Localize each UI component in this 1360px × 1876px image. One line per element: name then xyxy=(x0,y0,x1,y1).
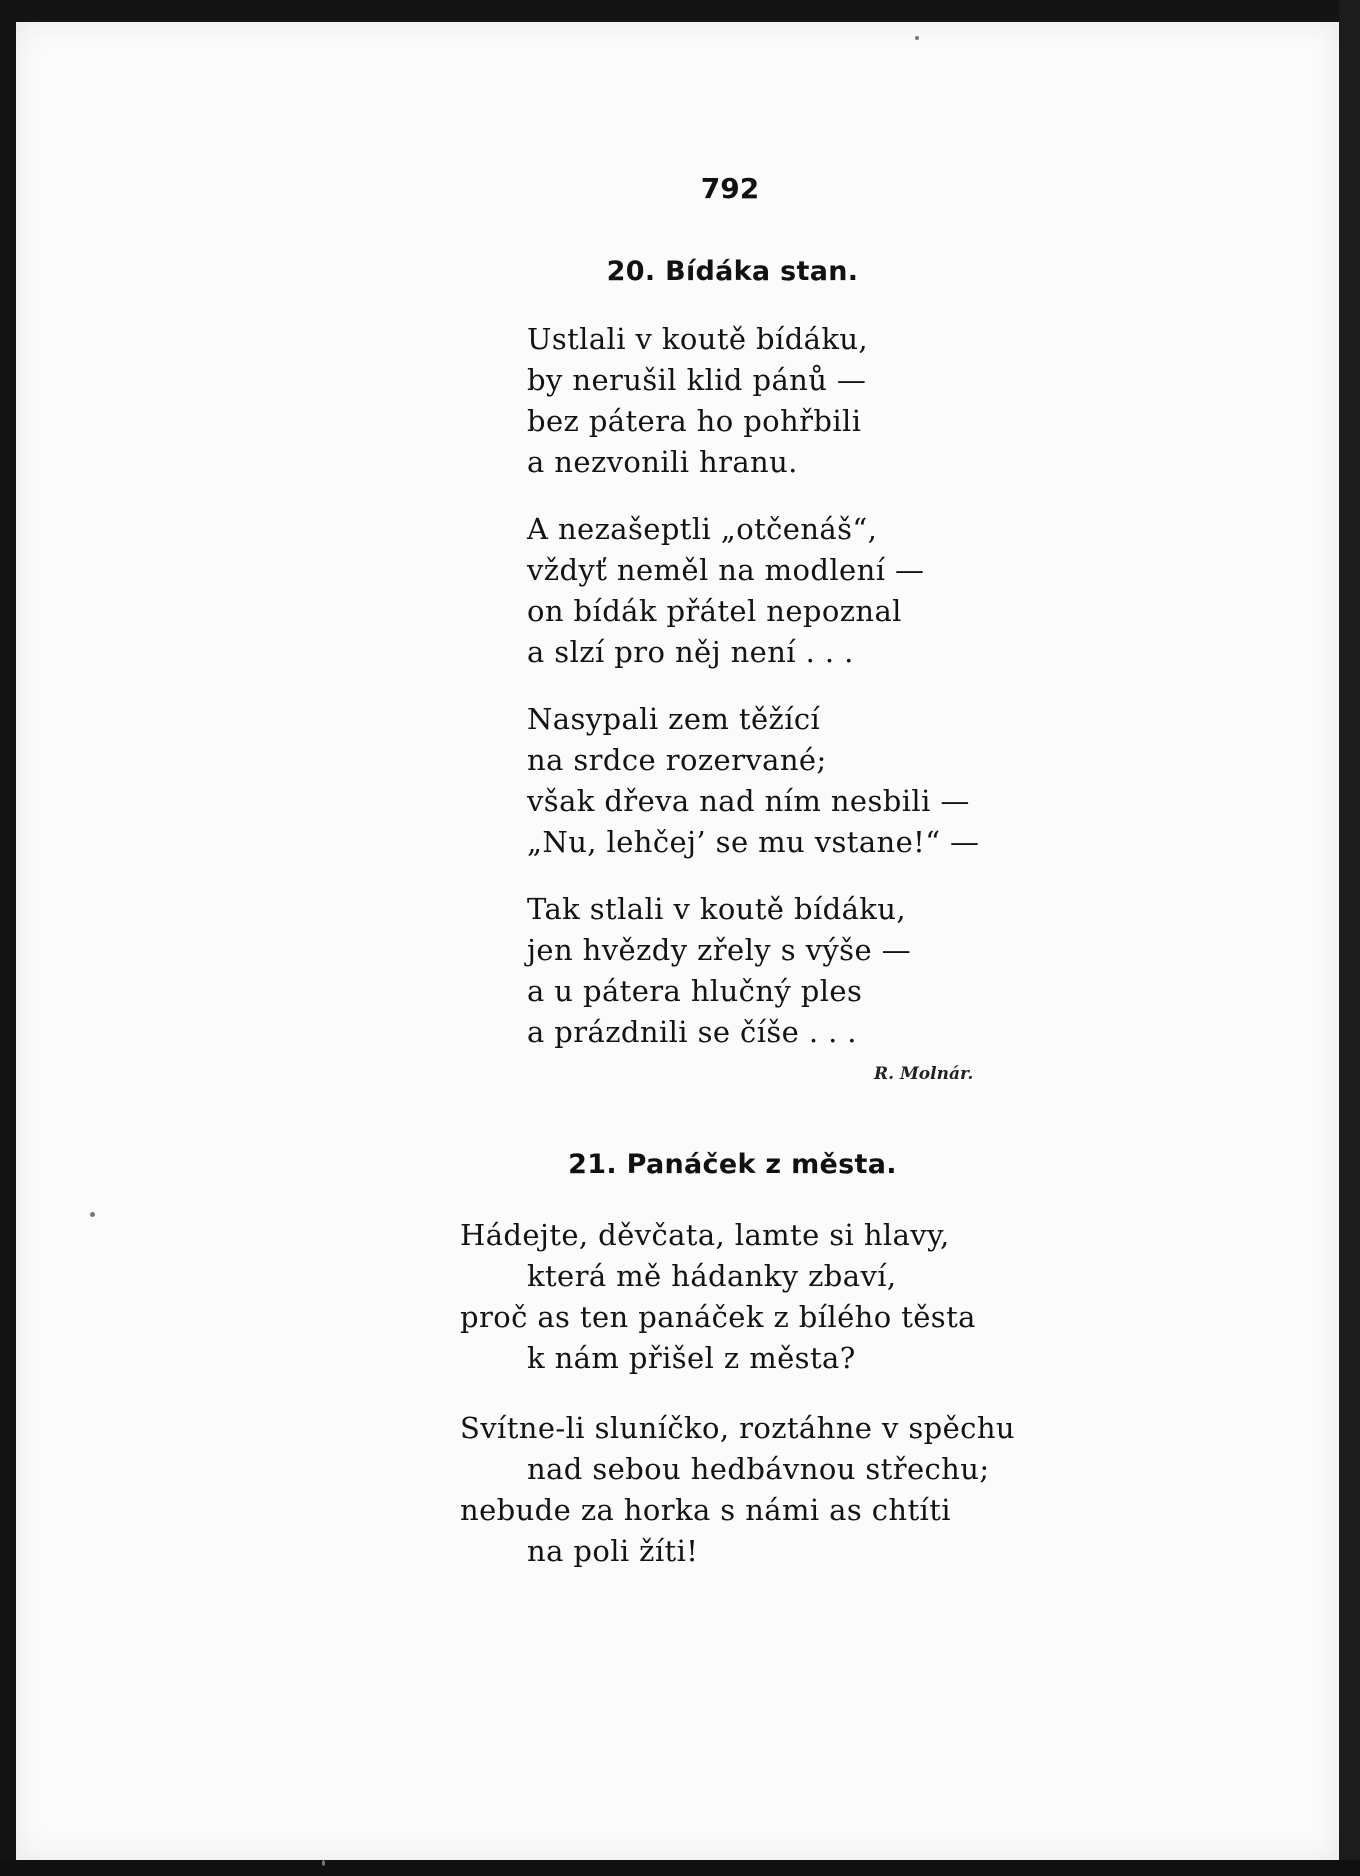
poem-1-line: jen hvězdy zřely s výše — xyxy=(527,933,912,967)
poem-2-line: na poli žíti! xyxy=(527,1534,699,1568)
poem-1-line: a slzí pro něj není . . . xyxy=(527,635,854,669)
poem-1-line: „Nu, lehčej’ se mu vstane!“ — xyxy=(527,825,980,859)
poem-2-line: která mě hádanky zbaví, xyxy=(527,1259,897,1293)
poem-1-line: však dřeva nad ním nesbili — xyxy=(527,784,970,818)
poem-1-title: 20. Bídáka stan. xyxy=(606,256,859,287)
poem-1-line: na srdce rozervané; xyxy=(527,743,827,777)
poem-2-line: proč as ten panáček z bílého těsta xyxy=(460,1300,976,1334)
poem-2-line: nad sebou hedbávnou střechu; xyxy=(527,1452,990,1486)
poem-1-line: bez pátera ho pohřbili xyxy=(527,404,862,438)
poem-1-line: a prázdnili se číše . . . xyxy=(527,1015,857,1049)
poem-1-author: R. Molnár. xyxy=(874,1064,974,1084)
dust-speck xyxy=(915,36,919,40)
scan-edge-bottom xyxy=(0,1860,1360,1876)
poem-1-line: a nezvonili hranu. xyxy=(527,445,798,479)
poem-2-title: 21. Panáček z města. xyxy=(568,1149,897,1180)
poem-1-line: on bídák přátel nepoznal xyxy=(527,594,902,628)
page-number: 792 xyxy=(700,172,760,205)
dust-speck xyxy=(322,1860,325,1866)
poem-2-line: Hádejte, děvčata, lamte si hlavy, xyxy=(460,1218,950,1252)
dust-speck xyxy=(90,1212,95,1217)
poem-1-line: vždyť neměl na modlení — xyxy=(527,553,925,587)
poem-1-line: Ustlali v koutě bídáku, xyxy=(527,322,869,356)
poem-2-line: Svítne-li sluníčko, roztáhne v spěchu xyxy=(460,1411,1015,1445)
poem-1-line: A nezašeptli „otčenáš“, xyxy=(527,512,878,546)
poem-1-line: by nerušil klid pánů — xyxy=(527,363,867,397)
poem-2-line: nebude za horka s námi as chtíti xyxy=(460,1493,951,1527)
poem-1-line: Nasypali zem těžící xyxy=(527,702,821,736)
poem-2-line: k nám přišel z města? xyxy=(527,1341,856,1375)
poem-1-line: a u pátera hlučný ples xyxy=(527,974,863,1008)
poem-1-line: Tak stlali v koutě bídáku, xyxy=(527,892,906,926)
